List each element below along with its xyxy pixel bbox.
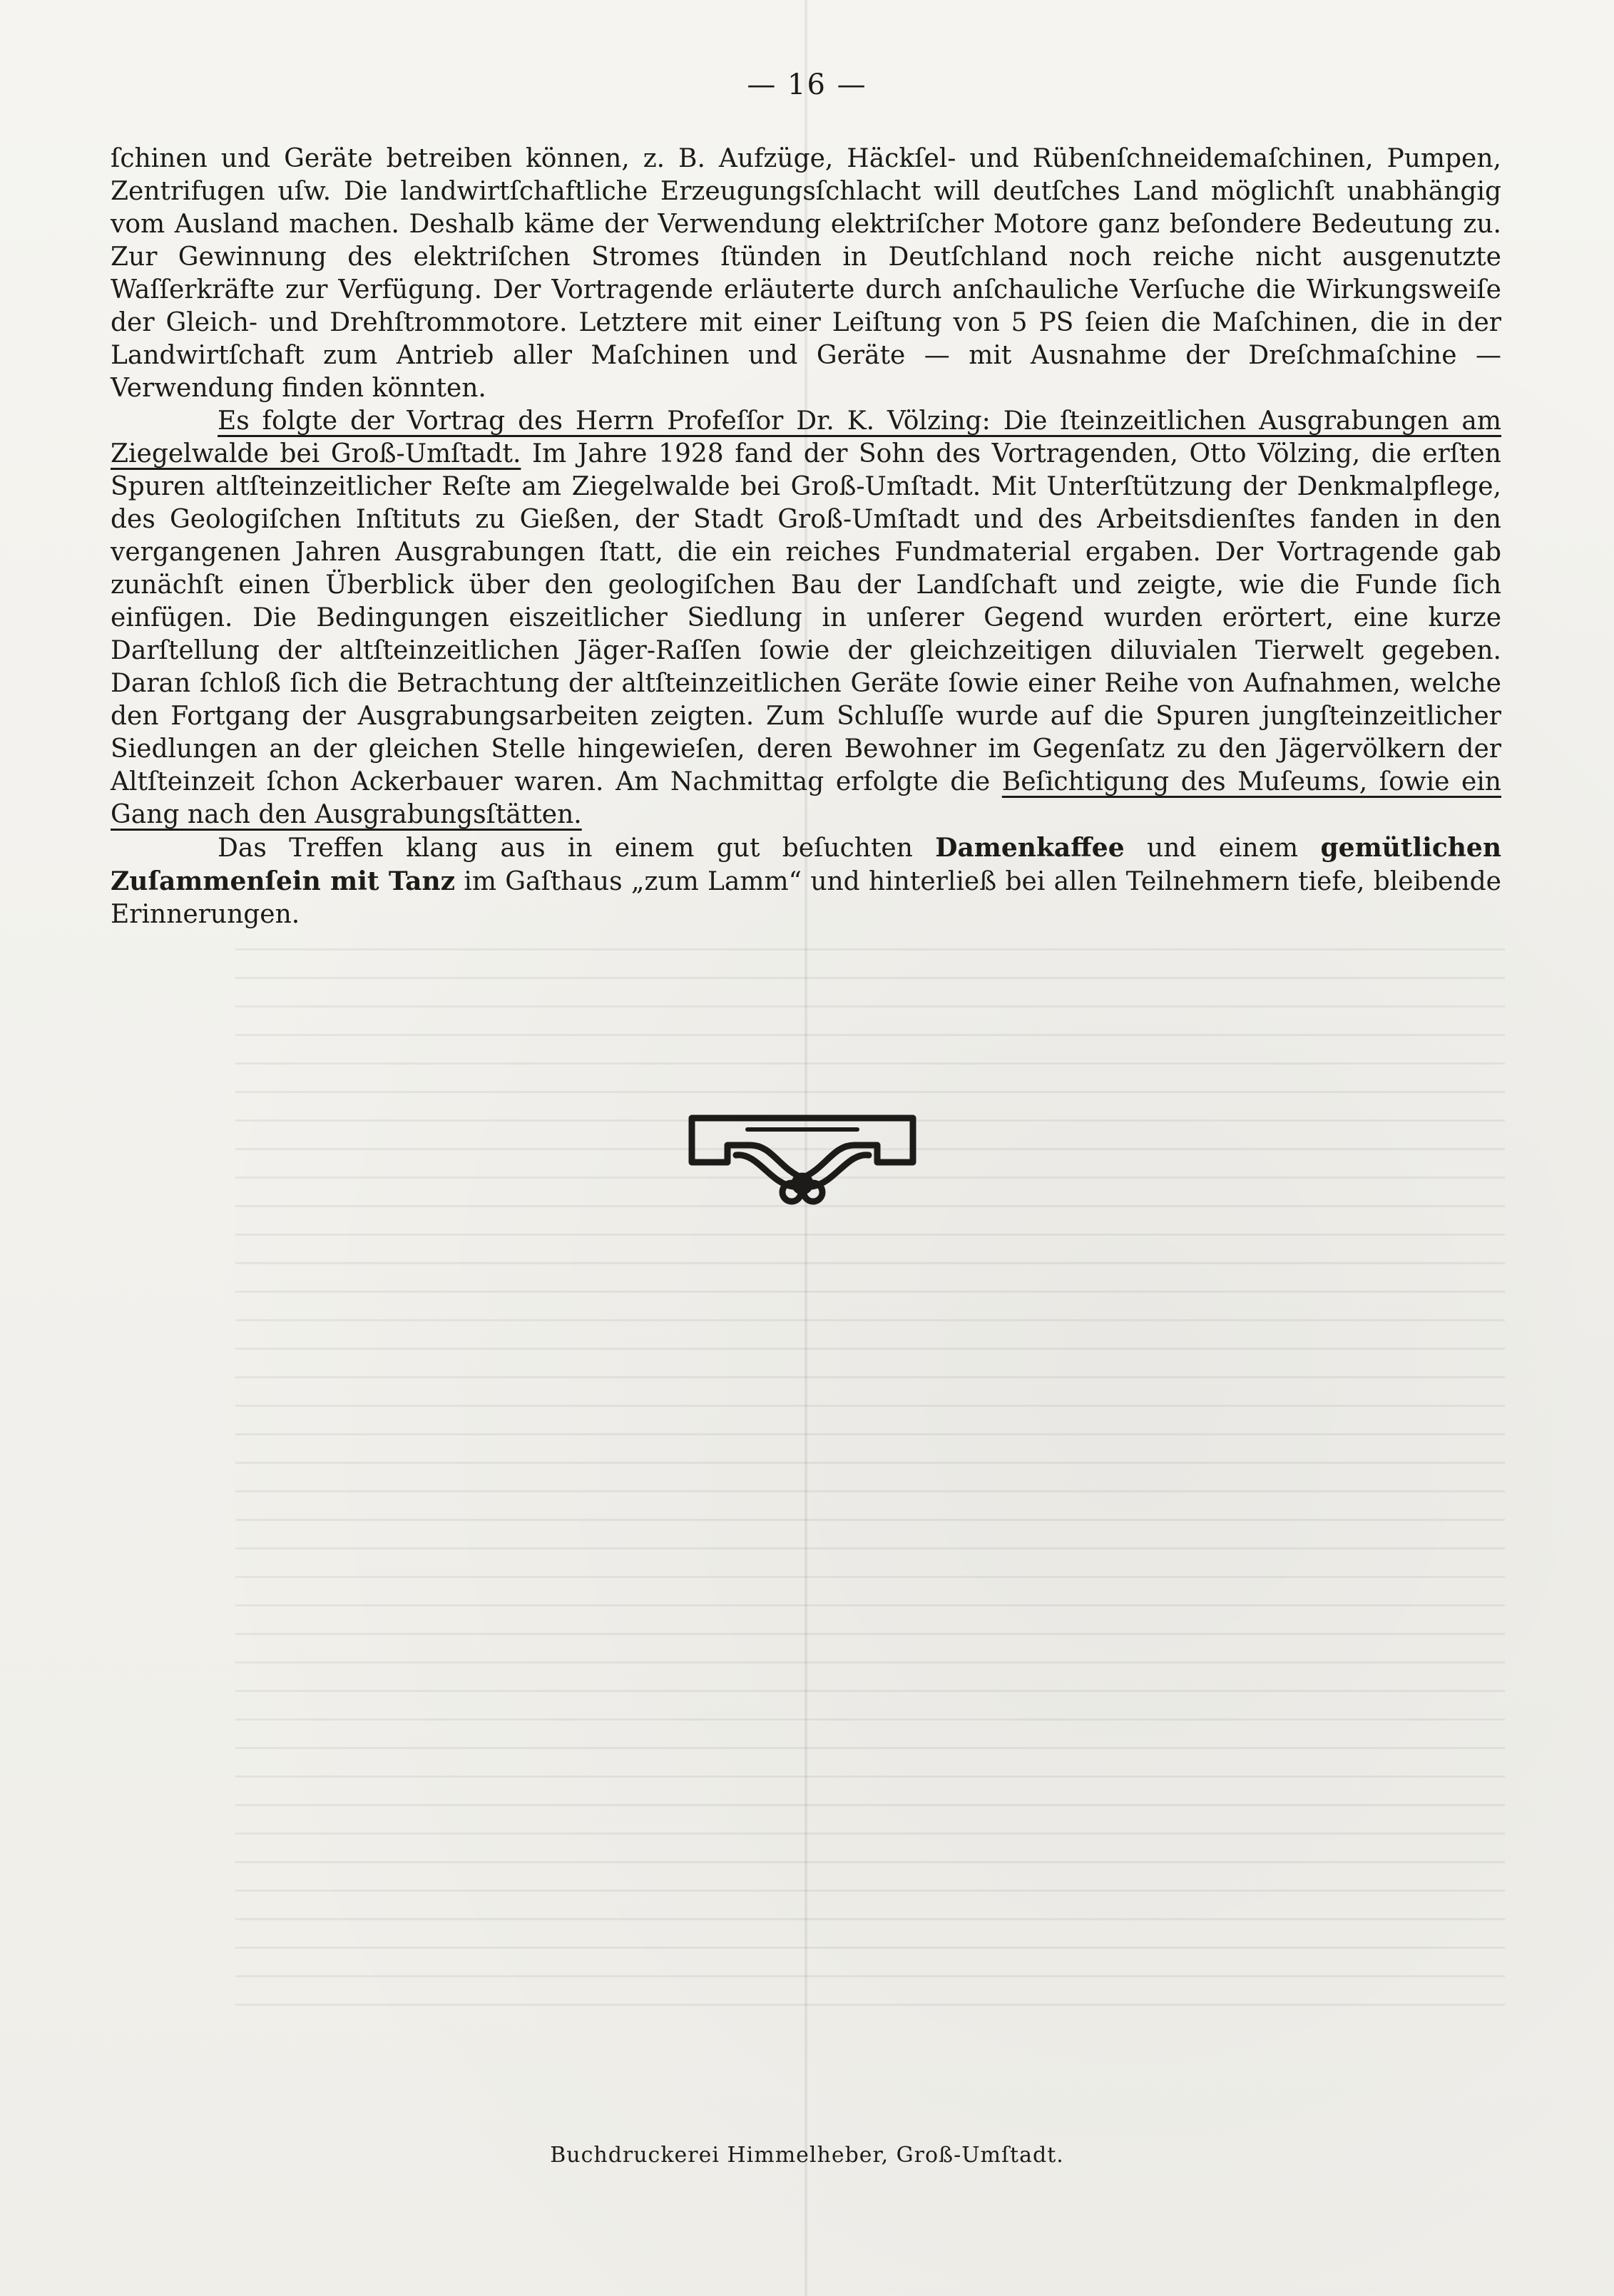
closing-end: im Gaſthaus „zum Lamm“ und hinterließ bei allen Teilnehmern tiefe, bleibende Erinnerungen. (111, 867, 1501, 929)
lecture-body: Im Jahre 1928 fand der Sohn des Vortragenden, Otto Völzing, die erſten Spuren altſteinzeitlicher Reſte am Ziegelwalde bei Groß-Umſtadt. Mit Unterſtützung der Denkmalpflege, des Geologiſchen Inſtituts zu Gießen, der Stadt Groß-Umſtadt und des Arbeitsdienſtes fanden in den vergangenen Jahren Ausgrabungen ſtatt, die ein reiches Fundmaterial ergaben. Der Vortragende gab zunächſt einen Überblick über den geologiſchen Bau der Landſchaft und zeigte, wie die Funde ſich einfügen. Die Bedingungen eiszeitlicher Siedlung in unſerer Gegend wurden erörtert, eine kurze Darſtellung der altſteinzeitlichen Jäger-Raſſen ſowie der gleichzeitigen diluvialen Tierwelt gegeben. Daran ſchloß ſich die Betrachtung der altſteinzeitlichen Geräte ſowie einer Reihe von Aufnahmen, welche den Fortgang der Ausgrabungsarbeiten zeigten. Zum Schluſſe wurde auf die Spuren jungſteinzeitlicher Siedlungen an der gleichen Stelle hingewieſen, deren Bewohner im Gegenſatz zu den Jägervölkern der Altſteinzeit ſchon Ackerbauer waren. Am Nachmittag erfolgte die (111, 439, 1501, 796)
body-text (111, 143, 1501, 931)
closing-bold-dance: gemütlichen Zuſammenſein mit Tanz (111, 833, 1501, 896)
paragraph-lecture (111, 405, 1501, 831)
lecture-title: Es folgte der Vortrag des Herrn Profeſſor Dr. K. Völzing: Die ſteinzeitlichen Ausgrabungen am Ziegelwalde bei Groß-Umſtadt. (111, 406, 1501, 468)
paragraph-closing (111, 831, 1501, 931)
printer-imprint: Buchdruckerei Himmelheber, Groß-Umſtadt. (550, 2143, 1064, 2168)
museum-visit: Beſichtigung des Muſeums, ſowie ein Gang nach den Ausgrabungsſtätten. (111, 767, 1501, 829)
closing-mid: und einem (1124, 834, 1321, 863)
bleed-through-texture (235, 948, 1505, 2018)
closing-bold-coffee: Damenkaffee (935, 833, 1125, 863)
closing-start: Das Treffen klang aus in einem gut beſuchten (218, 834, 936, 863)
paragraph-motors: ſchinen und Geräte betreiben können, z. B. Aufzüge, Häckſel- und Rübenſchneidemaſchinen, Pumpen, Zentrifugen uſw. Die landwirtſchaftliche Erzeugungsſchlacht will deutſches Land möglichſt unabhängig vom Ausland machen. Deshalb käme der Verwendung elektriſcher Motore ganz beſondere Bedeutung zu. Zur Gewinnung des elektriſchen Stromes ſtünden in Deutſchland noch reiche nicht ausgenutzte Waſſerkräfte zur Verfügung. Der Vortragende erläuterte durch anſchauliche Verſuche die Wirkungsweiſe der Gleich- und Drehſtrommotore. Letztere mit einer Leiſtung von 5 PS ſeien die Maſchinen, die in der Landwirtſchaft zum Antrieb aller Maſchinen und Geräte — mit Ausnahme der Dreſchmaſchine — Verwendung finden könnten. (111, 144, 1501, 403)
art-nouveau-ornament-icon (686, 1112, 919, 1205)
page-number: — 16 — (747, 68, 867, 101)
